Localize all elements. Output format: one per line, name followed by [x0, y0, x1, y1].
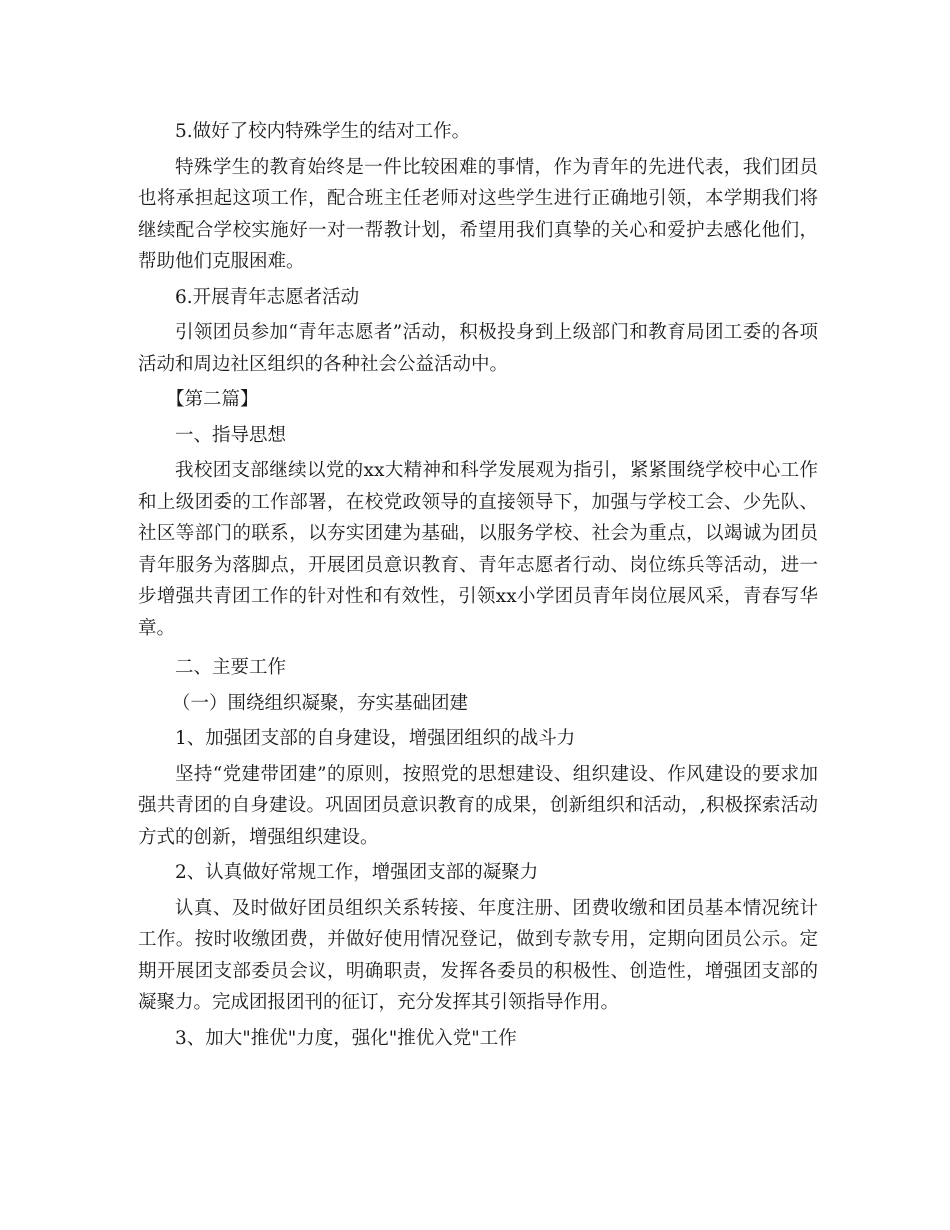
section-heading-6: 6.开展青年志愿者活动: [175, 286, 360, 308]
main-work-heading: 二、主要工作: [175, 657, 287, 678]
section-heading-5: 5.做好了校内特殊学生的结对工作。: [175, 121, 471, 142]
part-two-heading: 【第二篇】: [166, 389, 259, 410]
item-heading-2: 2、认真做好常规工作，增强团支部的凝聚力: [175, 862, 539, 883]
paragraph-self-building: 坚持“党建带团建”的原则，按照党的思想建设、组织建设、作风建设的要求加强共青团的自身建设。巩固团员意识教育的成果，创新组织和活动，,积极探索活动方式的创新，增强组织建设。: [138, 763, 818, 848]
item-heading-3: 3、加大"推优"力度，强化"推优入党"工作: [175, 1027, 517, 1049]
document-body: [138, 116, 818, 1054]
paragraph-routine-work: 认真、及时做好团员组织关系转接、年度注册、团费收缴和团员基本情况统计工作。按时收缴团费，并做好使用情况登记，做到专款专用，定期向团员公示。定期开展团支部委员会议，明确职责，发挥各委员的积极性、创造性，增强团支部的凝聚力。完成团报团刊的征订，充分发挥其引领指导作用。: [138, 897, 818, 1013]
paragraph-guiding-thought: 我校团支部继续以党的xx大精神和科学发展观为指引，紧紧围绕学校中心工作和上级团委的工作部署，在校党政领导的直接领导下，加强与学校工会、少先队、社区等部门的联系，以夯实团建为基础，以服务学校、社会为重点，以竭诚为团员青年服务为落脚点，开展团员意识教育、青年志愿者行动、岗位练兵等活动，进一步增强共青团工作的针对性和有效性，引领xx小学团员青年岗位展风采，青春写华章。: [138, 460, 818, 639]
subsection-heading-1: （一）围绕组织凝聚，夯实基础团建: [172, 692, 469, 714]
paragraph-volunteer: 引领团员参加“青年志愿者”活动，积极投身到上级部门和教育局团工委的各项活动和周边社区组织的各种社会公益活动中。: [138, 322, 818, 375]
paragraph-special-students: 特殊学生的教育始终是一件比较困难的事情，作为青年的先进代表，我们团员也将承担起这项工作，配合班主任老师对这些学生进行正确地引领，本学期我们将继续配合学校实施好一对一帮教计划，希望用我们真挚的关心和爱护去感化他们，帮助他们克服困难。: [138, 156, 818, 272]
item-heading-1: 1、加强团支部的自身建设，增强团组织的战斗力: [175, 728, 576, 749]
guiding-thought-heading: 一、指导思想: [175, 424, 287, 446]
